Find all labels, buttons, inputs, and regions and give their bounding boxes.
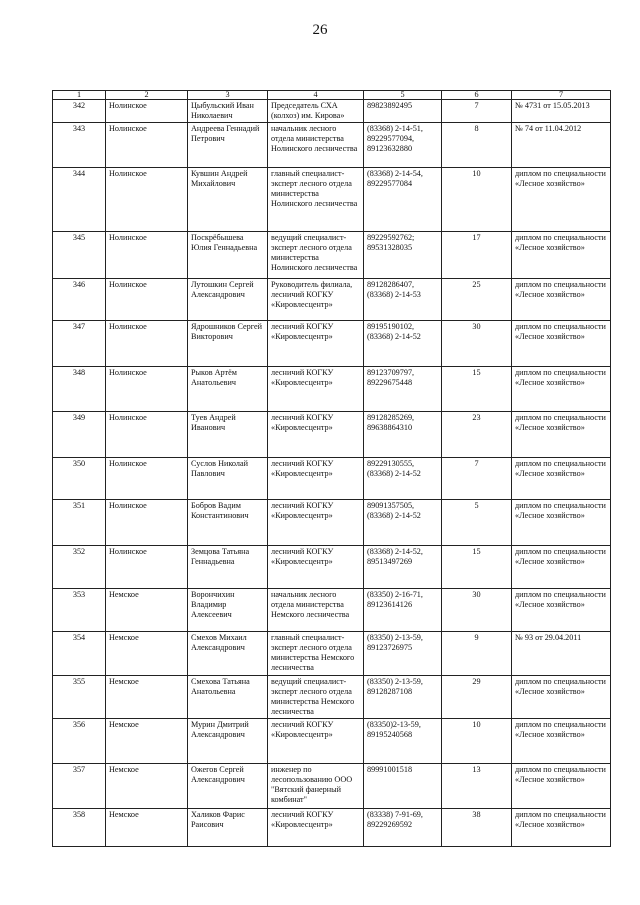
experience-years: 15 bbox=[442, 546, 512, 589]
experience-years: 25 bbox=[442, 279, 512, 321]
position-cell: лесничий КОГКУ «Кировлесцентр» bbox=[268, 321, 364, 367]
document-cell: № 93 от 29.04.2011 bbox=[512, 632, 611, 676]
experience-years: 17 bbox=[442, 232, 512, 279]
experience-years: 10 bbox=[442, 168, 512, 232]
person-name: Смехова Татьяна Анатольевна bbox=[188, 676, 268, 719]
district-cell: Нолинское bbox=[106, 279, 188, 321]
page-number: 26 bbox=[312, 22, 328, 38]
district-cell: Нолинское bbox=[106, 412, 188, 458]
row-number: 346 bbox=[53, 279, 106, 321]
phone-cell: (83350) 2-13-59, 89123726975 bbox=[364, 632, 442, 676]
phone-cell: 89128285269, 89638864310 bbox=[364, 412, 442, 458]
document-cell: диплом по специальности «Лесное хозяйство» bbox=[512, 168, 611, 232]
row-number: 350 bbox=[53, 458, 106, 500]
position-cell: лесничий КОГКУ «Кировлесцентр» bbox=[268, 809, 364, 847]
row-number: 352 bbox=[53, 546, 106, 589]
column-header-row bbox=[53, 91, 611, 100]
district-cell: Немское bbox=[106, 676, 188, 719]
row-number: 353 bbox=[53, 589, 106, 632]
phone-cell: 89229592762; 89531328035 bbox=[364, 232, 442, 279]
phone-cell: 89128286407, (83368) 2-14-53 bbox=[364, 279, 442, 321]
person-name: Кувшин Андрей Михайлович bbox=[188, 168, 268, 232]
person-name: Мурин Дмитрий Александрович bbox=[188, 719, 268, 764]
position-cell: лесничий КОГКУ «Кировлесцентр» bbox=[268, 719, 364, 764]
person-name: Ворончихин Владимир Алексеевич bbox=[188, 589, 268, 632]
phone-cell: (83368) 2-14-52, 89513497269 bbox=[364, 546, 442, 589]
district-cell: Немское bbox=[106, 589, 188, 632]
document-cell: диплом по специальности «Лесное хозяйство» bbox=[512, 367, 611, 412]
experience-years: 38 bbox=[442, 809, 512, 847]
table-row bbox=[53, 321, 611, 367]
position-cell: лесничий КОГКУ «Кировлесцентр» bbox=[268, 458, 364, 500]
district-cell: Нолинское bbox=[106, 123, 188, 168]
table-row bbox=[53, 764, 611, 809]
person-name: Андреева Геннадий Петрович bbox=[188, 123, 268, 168]
experience-years: 8 bbox=[442, 123, 512, 168]
column-header: 2 bbox=[106, 91, 188, 100]
column-header: 3 bbox=[188, 91, 268, 100]
position-cell: лесничий КОГКУ «Кировлесцентр» bbox=[268, 546, 364, 589]
row-number: 342 bbox=[53, 100, 106, 123]
person-name: Лутошкин Сергей Александрович bbox=[188, 279, 268, 321]
phone-cell: 89991001518 bbox=[364, 764, 442, 809]
row-number: 347 bbox=[53, 321, 106, 367]
phone-cell: 89195190102, (83368) 2-14-52 bbox=[364, 321, 442, 367]
position-cell: инженер по лесопользованию ООО "Вятский фанерный комбинат" bbox=[268, 764, 364, 809]
table-row bbox=[53, 168, 611, 232]
column-header: 7 bbox=[512, 91, 611, 100]
person-name: Туев Андрей Иванович bbox=[188, 412, 268, 458]
experience-years: 7 bbox=[442, 100, 512, 123]
experience-years: 30 bbox=[442, 321, 512, 367]
district-cell: Нолинское bbox=[106, 546, 188, 589]
row-number: 349 bbox=[53, 412, 106, 458]
document-cell: диплом по специальности «Лесное хозяйство» bbox=[512, 589, 611, 632]
position-cell: лесничий КОГКУ «Кировлесцентр» bbox=[268, 367, 364, 412]
district-cell: Нолинское bbox=[106, 100, 188, 123]
district-cell: Нолинское bbox=[106, 500, 188, 546]
person-name: Бобров Вадим Константинович bbox=[188, 500, 268, 546]
row-number: 345 bbox=[53, 232, 106, 279]
position-cell: главный специалист-эксперт лесного отдела министерства Немского лесничества bbox=[268, 632, 364, 676]
table-row bbox=[53, 589, 611, 632]
person-name: Ядрошников Сергей Викторович bbox=[188, 321, 268, 367]
experience-years: 9 bbox=[442, 632, 512, 676]
table-row bbox=[53, 367, 611, 412]
document-cell: диплом по специальности «Лесное хозяйство» bbox=[512, 500, 611, 546]
district-cell: Нолинское bbox=[106, 367, 188, 412]
position-cell: начальник лесного отдела министерства Нолинского лесничества bbox=[268, 123, 364, 168]
person-name: Рыков Артём Анатольевич bbox=[188, 367, 268, 412]
district-cell: Нолинское bbox=[106, 321, 188, 367]
table-row bbox=[53, 279, 611, 321]
person-name: Халиков Фарис Раисович bbox=[188, 809, 268, 847]
position-cell: начальник лесного отдела министерства Немского лесничества bbox=[268, 589, 364, 632]
phone-cell: 89229130555, (83368) 2-14-52 bbox=[364, 458, 442, 500]
district-cell: Нолинское bbox=[106, 458, 188, 500]
person-name: Цыбульский Иван Николаевич bbox=[188, 100, 268, 123]
position-cell: Руководитель филиала, лесничий КОГКУ «Кировлесцентр» bbox=[268, 279, 364, 321]
district-cell: Немское bbox=[106, 809, 188, 847]
document-cell: диплом по специальности «Лесное хозяйство» bbox=[512, 676, 611, 719]
document-cell: № 4731 от 15.05.2013 bbox=[512, 100, 611, 123]
row-number: 355 bbox=[53, 676, 106, 719]
phone-cell: 89091357505, (83368) 2-14-52 bbox=[364, 500, 442, 546]
experience-years: 5 bbox=[442, 500, 512, 546]
column-header: 4 bbox=[268, 91, 364, 100]
document-cell: диплом по специальности «Лесное хозяйство» bbox=[512, 321, 611, 367]
experience-years: 29 bbox=[442, 676, 512, 719]
phone-cell: (83368) 2-14-54, 89229577084 bbox=[364, 168, 442, 232]
experience-years: 13 bbox=[442, 764, 512, 809]
row-number: 357 bbox=[53, 764, 106, 809]
document-cell: диплом по специальности «Лесное хозяйство» bbox=[512, 809, 611, 847]
row-number: 351 bbox=[53, 500, 106, 546]
table-row bbox=[53, 719, 611, 764]
phone-cell: (83350)2-13-59, 89195240568 bbox=[364, 719, 442, 764]
document-cell: диплом по специальности «Лесное хозяйство» bbox=[512, 546, 611, 589]
document-cell: № 74 от 11.04.2012 bbox=[512, 123, 611, 168]
person-name: Смехов Михаил Александрович bbox=[188, 632, 268, 676]
district-cell: Нолинское bbox=[106, 168, 188, 232]
document-cell: диплом по специальности «Лесное хозяйство» bbox=[512, 412, 611, 458]
district-cell: Немское bbox=[106, 632, 188, 676]
table-row bbox=[53, 676, 611, 719]
row-number: 348 bbox=[53, 367, 106, 412]
column-header: 1 bbox=[53, 91, 106, 100]
table-row bbox=[53, 412, 611, 458]
row-number: 356 bbox=[53, 719, 106, 764]
row-number: 344 bbox=[53, 168, 106, 232]
row-number: 354 bbox=[53, 632, 106, 676]
person-name: Ожегов Сергей Александрович bbox=[188, 764, 268, 809]
table-row bbox=[53, 123, 611, 168]
position-cell: Председатель СХА (колхоз) им. Кирова» bbox=[268, 100, 364, 123]
table-row bbox=[53, 232, 611, 279]
position-cell: лесничий КОГКУ «Кировлесцентр» bbox=[268, 412, 364, 458]
phone-cell: (83350) 2-16-71, 89123614126 bbox=[364, 589, 442, 632]
column-header: 5 bbox=[364, 91, 442, 100]
table-row bbox=[53, 809, 611, 847]
phone-cell: (83368) 2-14-51, 89229577094, 89123632880 bbox=[364, 123, 442, 168]
phone-cell: (83350) 2-13-59, 89128287108 bbox=[364, 676, 442, 719]
district-cell: Немское bbox=[106, 719, 188, 764]
experience-years: 23 bbox=[442, 412, 512, 458]
document-cell: диплом по специальности «Лесное хозяйство» bbox=[512, 232, 611, 279]
experience-years: 10 bbox=[442, 719, 512, 764]
phone-cell: 89823892495 bbox=[364, 100, 442, 123]
district-cell: Нолинское bbox=[106, 232, 188, 279]
table-row bbox=[53, 546, 611, 589]
person-name: Поскрёбышева Юлия Геннадьевна bbox=[188, 232, 268, 279]
table-row bbox=[53, 632, 611, 676]
position-cell: ведущий специалист-эксперт лесного отдела министерства Нолинского лесничества bbox=[268, 232, 364, 279]
experience-years: 7 bbox=[442, 458, 512, 500]
position-cell: лесничий КОГКУ «Кировлесцентр» bbox=[268, 500, 364, 546]
table-row bbox=[53, 500, 611, 546]
phone-cell: 89123709797, 89229675448 bbox=[364, 367, 442, 412]
person-name: Земцова Татьяна Геннадьевна bbox=[188, 546, 268, 589]
row-number: 358 bbox=[53, 809, 106, 847]
specialists-table bbox=[52, 90, 611, 847]
table-row bbox=[53, 100, 611, 123]
experience-years: 15 bbox=[442, 367, 512, 412]
district-cell: Немское bbox=[106, 764, 188, 809]
document-cell: диплом по специальности «Лесное хозяйство» bbox=[512, 719, 611, 764]
document-cell: диплом по специальности «Лесное хозяйство» bbox=[512, 764, 611, 809]
person-name: Суслов Николай Павлович bbox=[188, 458, 268, 500]
phone-cell: (83338) 7-91-69, 89229269592 bbox=[364, 809, 442, 847]
column-header: 6 bbox=[442, 91, 512, 100]
table-row bbox=[53, 458, 611, 500]
position-cell: главный специалист-эксперт лесного отдела министерства Нолинского лесничества bbox=[268, 168, 364, 232]
row-number: 343 bbox=[53, 123, 106, 168]
document-cell: диплом по специальности «Лесное хозяйство» bbox=[512, 279, 611, 321]
position-cell: ведущий специалист-эксперт лесного отдела министерства Немского лесничества bbox=[268, 676, 364, 719]
document-cell: диплом по специальности «Лесное хозяйство» bbox=[512, 458, 611, 500]
experience-years: 30 bbox=[442, 589, 512, 632]
